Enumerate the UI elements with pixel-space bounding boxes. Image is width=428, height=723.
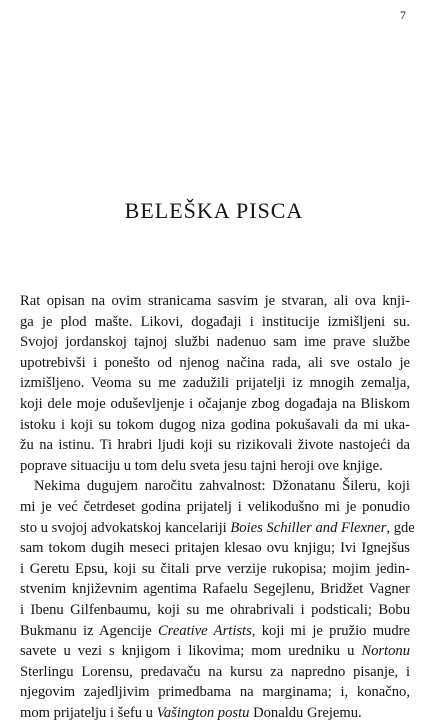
paragraph xyxy=(20,476,415,723)
text-run: ga je plod mašte. Likovi, događaji i institucije izmišljeni su. xyxy=(20,313,410,330)
text-line xyxy=(20,538,410,559)
text-run: savete u vezi s knjigom i likovima; mom uredniku u xyxy=(20,643,362,660)
italic-text: Vašington postu xyxy=(156,704,250,721)
text-run: njegovim zajedljivim primedbama na marginama; i, konačno, xyxy=(20,684,410,701)
text-run: istoku i koji su tokom dugog niza godina pokušavali da mi uka- xyxy=(20,416,410,433)
text-run: izmišljeno. Veoma su me zadužili prijatelji iz mnogih zemalja, xyxy=(20,375,410,392)
text-run: Sterlingu Lorensu, predavaču na kursu za napredno pisanje, i xyxy=(20,663,410,680)
text-line xyxy=(20,291,410,312)
text-run: Nekima dugujem naročitu zahvalnost: Džonatanu Šileru, koji xyxy=(34,478,410,495)
text-line xyxy=(20,621,410,642)
page-number: 7 xyxy=(400,8,406,22)
text-run: Svojoj jordanskoj tajnoj službi nadenuo sam ime prave službe xyxy=(20,334,410,351)
body-text xyxy=(20,291,415,723)
text-line xyxy=(20,332,410,353)
text-line xyxy=(20,497,410,518)
italic-text: Nortonu xyxy=(361,643,410,660)
italic-text: Boies Schiller and Flexner xyxy=(230,519,387,536)
text-run: , koji mi je pružio mudre xyxy=(251,622,410,639)
text-run: i Geretu Epsu, koji su čitali prve verzije rukopisa; mojim jedin- xyxy=(20,560,410,577)
text-line xyxy=(20,641,410,662)
text-run: poprave situaciju u tom delu sveta jesu tajni heroji ove knjige. xyxy=(20,457,383,474)
text-line xyxy=(20,415,410,436)
text-line xyxy=(20,518,415,539)
text-line xyxy=(20,394,410,415)
chapter-title: BELEŠKA PISCA xyxy=(124,198,304,223)
text-run: upotrebivši i ponešto od njenog načina rada, ali sve ostalo je xyxy=(20,354,410,371)
text-line xyxy=(20,456,410,477)
text-run: sto u svojoj advokatskoj kancelariji xyxy=(20,519,231,536)
text-line xyxy=(20,600,410,621)
text-line xyxy=(20,559,410,580)
text-run: , gde xyxy=(386,519,415,536)
text-line xyxy=(20,579,410,600)
text-line xyxy=(20,312,410,333)
text-line xyxy=(20,662,410,683)
text-line xyxy=(20,476,410,497)
text-run: mi je već četrdeset godina prijatelj i velikodušno mi je ponudio xyxy=(20,498,410,515)
text-line xyxy=(20,353,410,374)
paragraph xyxy=(20,291,410,476)
text-run: sam tokom dugih meseci pritajen klesao ovu knjigu; Ivi Ignejšus xyxy=(20,540,410,557)
text-run: Bukmanu iz Agencije xyxy=(20,622,158,639)
italic-text: Creative Artists xyxy=(157,622,252,639)
text-run: Donaldu Grejemu. xyxy=(249,704,362,721)
text-run: stvenim književnim agentima Rafaelu Segejlenu, Bridžet Vagner xyxy=(20,581,410,598)
text-line xyxy=(20,703,410,723)
text-run: žu na istinu. Ti hrabri ljudi koji su rizikovali živote nastojeći da xyxy=(20,437,410,454)
text-line xyxy=(20,373,410,394)
text-run: Rat opisan na ovim stranicama sasvim je stvaran, ali ova knji- xyxy=(20,293,410,309)
text-run: mom prijatelju i šefu u xyxy=(20,704,157,721)
text-line xyxy=(20,435,410,456)
text-run: i Ibenu Gilfenbaumu, koji su me ohrabrivali i podsticali; Bobu xyxy=(20,601,410,618)
text-run: koji dele moje oduševljenje i očajanje zbog događaja na Bliskom xyxy=(20,395,410,412)
